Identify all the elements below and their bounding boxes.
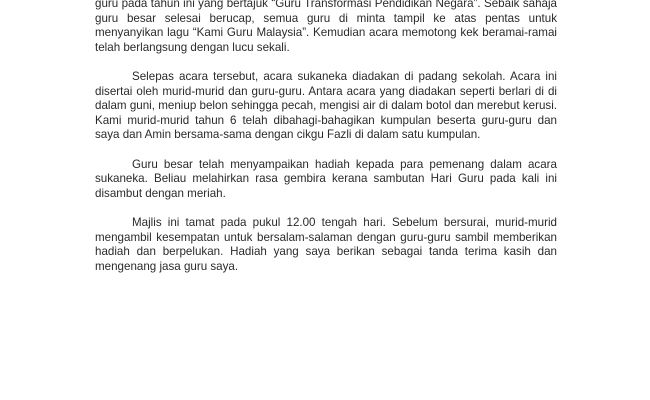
paragraph-2: Selepas acara tersebut, acara sukaneka diadakan di padang sekolah. Acara ini disertai oleh murid-murid dan guru-guru. Antara acara yang diadakan seperti berlari di di dalam guni, meniup belon sehingga pecah, mengisi air di dalam botol dan merebut kerusi. Kami murid-murid tahun 6 telah dibahagi-bahagikan kumpulan beserta guru-guru dan saya dan Amin bersama-sama dengan cikgu Fazli di dalam satu kumpulan. <box>95 69 557 142</box>
paragraph-1: guru pada tahun ini yang bertajuk “Guru Transformasi Pendidikan Negara”. Sebaik sahaja guru besar selesai berucap, semua guru di minta tampil ke atas pentas untuk menyanyikan lagu “Kami Guru Malaysia”. Kemudian acara memotong kek beramai-ramai telah berlangsung dengan lucu sekali. <box>95 0 557 54</box>
paragraph-3: Guru besar telah menyampaikan hadiah kepada para pemenang dalam acara sukaneka. Beliau melahirkan rasa gembira kerana sambutan Hari Guru pada kali ini disambut dengan meriah. <box>95 157 557 200</box>
paragraph-4: Majlis ini tamat pada pukul 12.00 tengah hari. Sebelum bersurai, murid-murid mengambil kesempatan untuk bersalam-salaman dengan guru-guru sambil memberikan hadiah dan berpelukan. Hadiah yang saya berikan sebagai tanda terima kasih dan mengenang jasa guru saya. <box>95 215 557 273</box>
essay-body <box>95 0 557 274</box>
